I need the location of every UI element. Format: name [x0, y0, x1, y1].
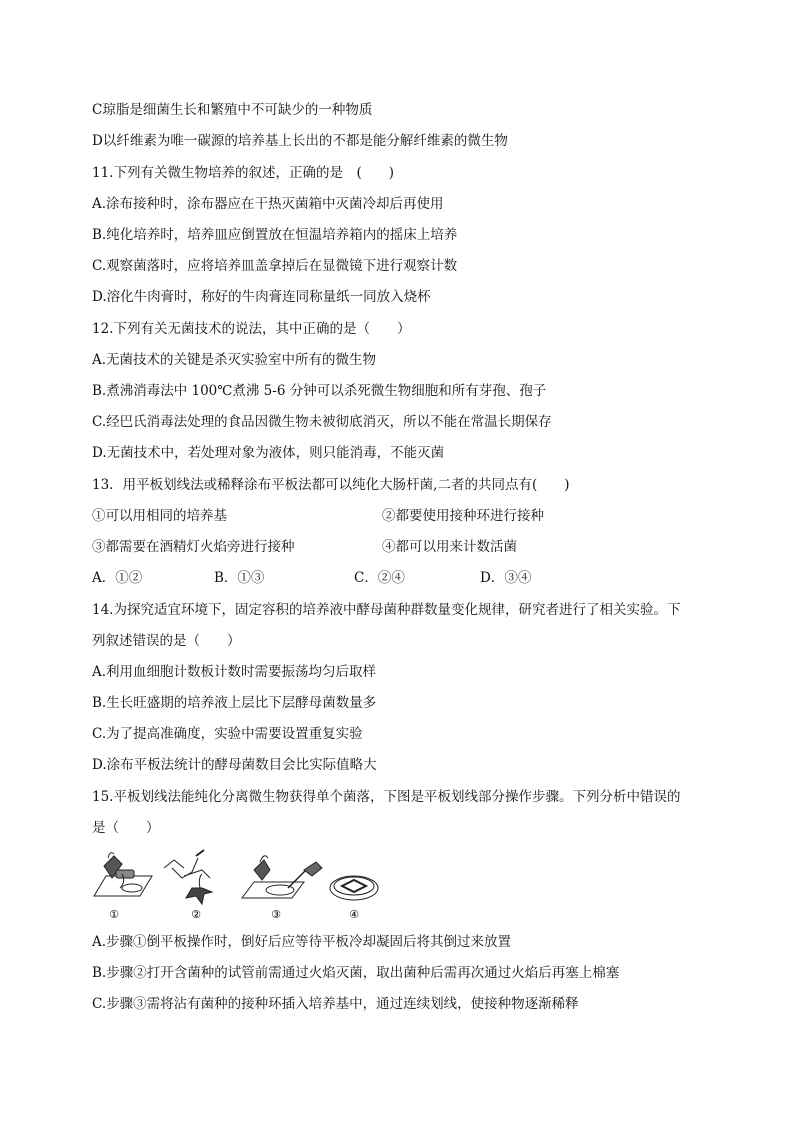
q12-option-c: C.经巴氏消毒法处理的食品因微生物未被彻底消灭，所以不能在常温长期保存: [92, 414, 552, 430]
q13-statement-1: ①可以用相同的培养基: [92, 508, 227, 524]
q13-statement-3: ③都需要在酒精灯火焰旁进行接种: [92, 539, 295, 555]
q14-option-c: C.为了提高准确度，实验中需要设置重复实验: [92, 726, 363, 742]
q12-option-b: B.煮沸消毒法中 100℃煮沸 5-6 分钟可以杀死微生物细胞和所有芽孢、孢子: [92, 383, 547, 399]
q13-options-row: [92, 569, 712, 587]
step-3-streaking-illustration: [242, 856, 322, 898]
figure-label-2: ②: [191, 908, 201, 921]
q15-stem-line-2: 是（ ）: [92, 820, 160, 836]
q13-statement-4: ④都可以用来计数活菌: [382, 539, 517, 555]
figure-label-1: ①: [109, 908, 119, 921]
q13-option-a: A．①②: [92, 570, 143, 586]
q15-option-b: B.步骤②打开含菌种的试管前需通过火焰灭菌，取出菌种后需再次通过火焰后再塞上棉塞: [92, 965, 620, 981]
q11-option-a: A.涂布接种时，涂布器应在干热灭菌箱中灭菌冷却后再使用: [92, 196, 444, 212]
q13-option-b: B．①③: [214, 570, 265, 586]
q13-option-d: D．③④: [480, 570, 532, 586]
q11-option-b: B.纯化培养时，培养皿应倒置放在恒温培养箱内的摇床上培养: [92, 227, 458, 243]
q13-statements-row-2: [92, 538, 712, 556]
q14-option-b: B.生长旺盛期的培养液上层比下层酵母菌数量多: [92, 695, 377, 711]
q14-stem-line-1: 14.为探究适宜环境下，固定容积的培养液中酵母菌种群数量变化规律，研究者进行了相关实验。下: [92, 602, 681, 618]
q10-option-c: C琼脂是细菌生长和繁殖中不可缺少的一种物质: [92, 102, 373, 118]
q12-option-d: D.无菌技术中，若处理对象为液体，则只能消毒，不能灭菌: [92, 445, 445, 461]
q14-option-d: D.涂布平板法统计的酵母菌数目会比实际值略大: [92, 757, 377, 773]
q13-stem: 13．用平板划线法或稀释涂布平板法都可以纯化大肠杆菌,二者的共同点有( ): [92, 477, 570, 493]
q13-option-c: C．②④: [354, 570, 405, 586]
q13-statements-row-1: [92, 507, 712, 525]
q15-stem-line-1: 15.平板划线法能纯化分离微生物获得单个菌落，下图是平板划线部分操作步骤。下列分析中错误的: [92, 789, 681, 805]
q11-option-c: C.观察菌落时，应将培养皿盖拿掉后在显微镜下进行观察计数: [92, 258, 458, 274]
q14-option-a: A.利用血细胞计数板计数时需要振荡均匀后取样: [92, 664, 377, 680]
q12-option-a: A.无菌技术的关键是杀灭实验室中所有的微生物: [92, 352, 377, 368]
figure-label-3: ③: [271, 908, 281, 921]
q15-option-a: A.步骤①倒平板操作时，倒好后应等待平板冷却凝固后将其倒过来放置: [92, 934, 512, 950]
step-4-petri-dish-illustration: [330, 876, 378, 900]
q13-statement-2: ②都要使用接种环进行接种: [382, 508, 544, 524]
q11-option-d: D.溶化牛肉膏时，称好的牛肉膏连同称量纸一同放入烧杯: [92, 289, 431, 305]
q14-stem-line-2: 列叙述错误的是（ ）: [92, 633, 241, 649]
q12-stem: 12.下列有关无菌技术的说法，其中正确的是（ ）: [92, 321, 411, 337]
q10-option-d: D以纤维素为唯一碳源的培养基上长出的不都是能分解纤维素的微生物: [92, 133, 508, 149]
figure-label-4: ④: [349, 908, 359, 921]
streak-plate-steps-figure: [92, 848, 382, 922]
step-2-flaming-tube-illustration: [164, 850, 212, 904]
q11-stem: 11.下列有关微生物培养的叙述，正确的是 ( ): [92, 165, 395, 181]
q15-option-c: C.步骤③需将沾有菌种的接种环插入培养基中，通过连续划线，使接种物逐渐稀释: [92, 996, 579, 1012]
step-1-pouring-plate-illustration: [94, 853, 152, 896]
